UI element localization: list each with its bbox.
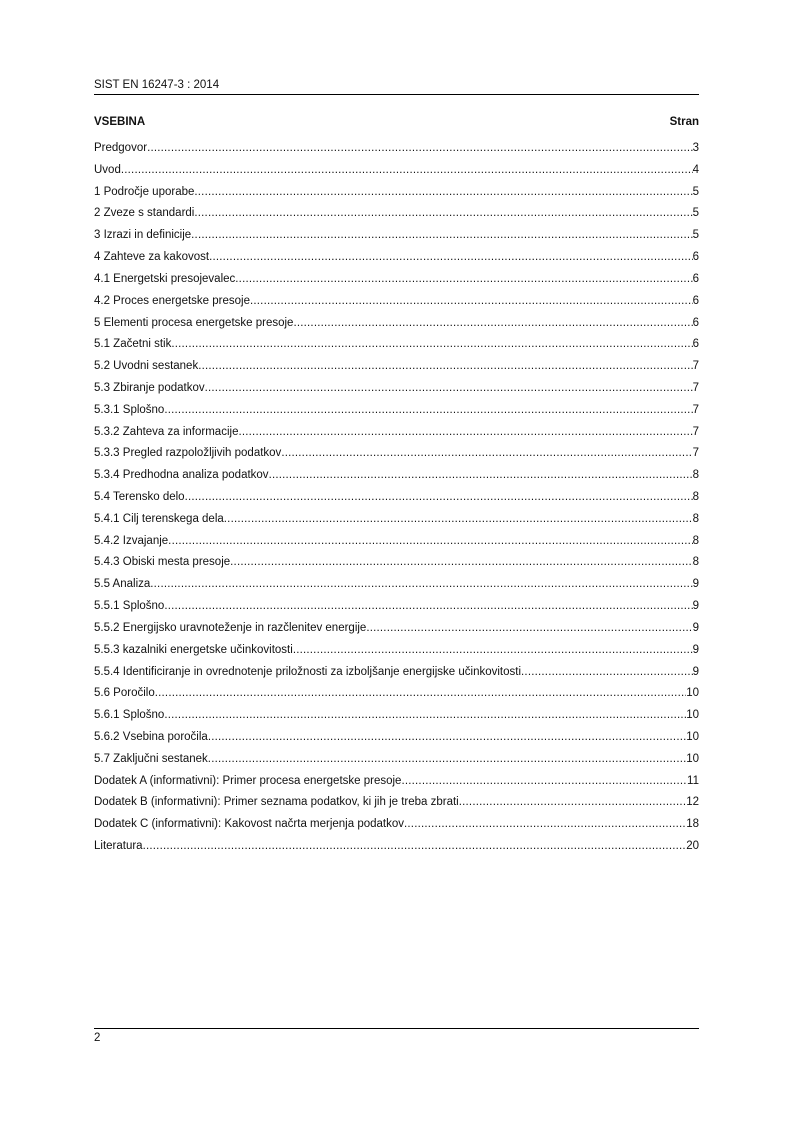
toc-entry[interactable]	[94, 382, 699, 404]
toc-entry[interactable]	[94, 535, 699, 557]
table-of-contents	[94, 142, 699, 862]
toc-entry[interactable]	[94, 687, 699, 709]
toc-dot-leader	[404, 818, 686, 830]
toc-entry[interactable]	[94, 753, 699, 775]
toc-dot-leader	[150, 578, 692, 590]
toc-entry-title: 5.5.2 Energijsko uravnoteženje in razčlenitev energije	[94, 621, 367, 634]
toc-entry-page: 20	[686, 840, 699, 852]
toc-entry-page: 12	[686, 796, 699, 809]
toc-entry-page: 8	[692, 512, 699, 525]
toc-dot-leader	[164, 404, 692, 416]
toc-heading: VSEBINA	[94, 116, 146, 128]
toc-dot-leader	[281, 447, 692, 459]
toc-entry-page: 10	[686, 687, 699, 700]
toc-dot-leader	[155, 687, 686, 699]
toc-entry-title: 5.3.3 Pregled razpoložljivih podatkov	[94, 447, 282, 460]
toc-entry-title: 5.4.3 Obiski mesta presoje	[94, 556, 231, 569]
toc-dot-leader	[194, 207, 692, 219]
toc-entry[interactable]	[94, 775, 699, 797]
toc-entry[interactable]	[94, 644, 699, 666]
toc-entry[interactable]	[94, 578, 699, 600]
toc-dot-leader	[459, 796, 686, 808]
toc-dot-leader	[293, 644, 693, 656]
toc-entry-page: 7	[692, 425, 699, 438]
toc-entry[interactable]	[94, 317, 699, 339]
toc-dot-leader	[224, 513, 693, 525]
toc-entry-page: 4	[692, 163, 699, 176]
toc-page-column-label: Stran	[669, 116, 699, 128]
toc-dot-leader	[208, 753, 686, 765]
toc-dot-leader	[293, 317, 692, 329]
toc-dot-leader	[366, 622, 692, 634]
toc-entry-title: Literatura	[94, 840, 143, 852]
toc-entry-page: 11	[687, 774, 699, 787]
toc-entry-title: 5.5.1 Splošno	[94, 600, 165, 613]
toc-entry-page: 10	[686, 709, 699, 722]
toc-entry-title: 5.5.4 Identificiranje in ovrednotenje priložnosti za izboljšanje energijske učinkovitosti	[94, 665, 522, 678]
toc-entry-title: Dodatek A (informativni): Primer procesa energetske presoje	[94, 774, 402, 787]
toc-entry[interactable]	[94, 186, 699, 208]
toc-entry-page: 7	[692, 447, 699, 460]
toc-dot-leader	[209, 251, 693, 263]
toc-entry[interactable]	[94, 709, 699, 731]
toc-entry-title: 5.3.1 Splošno	[94, 403, 165, 416]
toc-dot-leader	[143, 840, 687, 852]
toc-entry[interactable]	[94, 273, 699, 295]
toc-entry[interactable]	[94, 164, 699, 186]
toc-entry[interactable]	[94, 556, 699, 578]
toc-entry-page: 10	[686, 730, 699, 743]
toc-dot-leader	[205, 382, 693, 394]
toc-dot-leader	[168, 535, 692, 547]
toc-entry[interactable]	[94, 207, 699, 229]
toc-entry[interactable]	[94, 360, 699, 382]
toc-entry-page: 7	[692, 360, 699, 373]
page-number: 2	[94, 1032, 101, 1044]
toc-entry-page: 8	[692, 534, 699, 547]
toc-entry-page: 6	[692, 251, 699, 264]
toc-entry-title: 5.6.1 Splošno	[94, 709, 165, 722]
toc-dot-leader	[164, 600, 692, 612]
toc-entry[interactable]	[94, 600, 699, 622]
document-header: SIST EN 16247-3 : 2014	[94, 79, 220, 91]
toc-entry[interactable]	[94, 295, 699, 317]
toc-entry-page: 5	[692, 207, 699, 220]
toc-entry-page: 9	[692, 643, 699, 656]
toc-entry-page: 10	[686, 752, 699, 765]
toc-entry-page: 6	[692, 272, 699, 285]
toc-entry-title: Predgovor	[94, 142, 148, 154]
toc-entry-page: 5	[692, 229, 699, 242]
toc-entry-title: 5.4.2 Izvajanje	[94, 534, 169, 547]
toc-entry-title: 5.3.2 Zahteva za informacije	[94, 425, 239, 438]
toc-entry-title: 5.3 Zbiranje podatkov	[94, 381, 205, 394]
toc-entry[interactable]	[94, 666, 699, 688]
toc-entry[interactable]	[94, 491, 699, 513]
toc-entry-title: 3 Izrazi in definicije	[94, 229, 192, 242]
toc-entry-page: 6	[692, 316, 699, 329]
toc-entry[interactable]	[94, 447, 699, 469]
toc-entry-page: 18	[686, 818, 699, 831]
toc-dot-leader	[238, 426, 692, 438]
toc-entry-title: Uvod	[94, 163, 121, 176]
toc-dot-leader	[164, 709, 686, 721]
toc-dot-leader	[147, 142, 693, 154]
toc-entry[interactable]	[94, 404, 699, 426]
toc-entry-page: 9	[692, 578, 699, 591]
toc-dot-leader	[235, 273, 692, 285]
toc-entry-title: 4 Zahteve za kakovost	[94, 251, 210, 264]
toc-entry-title: 5.4 Terensko delo	[94, 491, 185, 503]
toc-entry-page: 8	[692, 469, 699, 482]
toc-entry-title: Dodatek B (informativni): Primer seznama podatkov, ki jih je treba zbrati	[94, 796, 459, 809]
toc-dot-leader	[121, 164, 693, 176]
toc-entry-title: 2 Zveze s standardi	[94, 207, 195, 220]
toc-entry-title: Dodatek C (informativni): Kakovost načrta merjenja podatkov	[94, 818, 405, 831]
toc-dot-leader	[191, 229, 692, 241]
footer-divider	[94, 1028, 699, 1029]
toc-entry[interactable]	[94, 796, 699, 818]
toc-entry-title: 5.3.4 Predhodna analiza podatkov	[94, 469, 269, 482]
toc-entry-page: 3	[692, 142, 699, 154]
toc-entry-title: 5.2 Uvodni sestanek	[94, 360, 199, 373]
toc-entry[interactable]	[94, 731, 699, 753]
toc-dot-leader	[198, 360, 692, 372]
toc-dot-leader	[208, 731, 686, 743]
toc-entry-title: 1 Področje uporabe	[94, 185, 195, 198]
toc-entry[interactable]	[94, 229, 699, 251]
toc-entry-title: 5.6 Poročilo	[94, 687, 155, 700]
toc-entry-title: 5.4.1 Cilj terenskega dela	[94, 512, 224, 525]
toc-entry-title: 5 Elementi procesa energetske presoje	[94, 316, 294, 329]
toc-entry[interactable]	[94, 622, 699, 644]
toc-entry-page: 5	[692, 185, 699, 198]
header-divider	[94, 94, 699, 95]
toc-entry-page: 7	[692, 381, 699, 394]
toc-entry-title: 4.1 Energetski presojevalec	[94, 272, 236, 285]
toc-entry-title: 5.6.2 Vsebina poročila	[94, 730, 208, 743]
toc-entry[interactable]	[94, 338, 699, 360]
toc-entry[interactable]	[94, 513, 699, 535]
toc-entry-page: 8	[692, 491, 699, 503]
toc-entry-title: 5.7 Zaključni sestanek	[94, 752, 208, 765]
toc-dot-leader	[194, 186, 692, 198]
toc-entry-page: 6	[692, 294, 699, 307]
toc-dot-leader	[230, 556, 692, 568]
toc-dot-leader	[171, 338, 692, 350]
toc-dot-leader	[401, 775, 687, 787]
toc-entry-title: 5.5.3 kazalniki energetske učinkovitosti	[94, 643, 293, 656]
toc-entry-title: 4.2 Proces energetske presoje	[94, 294, 250, 307]
toc-entry[interactable]	[94, 251, 699, 273]
toc-entry-page: 7	[692, 403, 699, 416]
toc-entry-page: 9	[692, 600, 699, 613]
toc-entry-page: 6	[692, 338, 699, 351]
toc-entry-title: 5.1 Začetni stik	[94, 338, 172, 351]
toc-dot-leader	[185, 491, 693, 503]
toc-entry[interactable]	[94, 469, 699, 491]
toc-entry[interactable]	[94, 840, 699, 862]
toc-entry-page: 8	[692, 556, 699, 569]
toc-entry-page: 9	[692, 665, 699, 678]
toc-heading-row	[94, 116, 699, 128]
toc-entry-page: 9	[692, 621, 699, 634]
toc-entry[interactable]	[94, 142, 699, 164]
toc-dot-leader	[521, 666, 693, 678]
toc-entry-title: 5.5 Analiza	[94, 578, 151, 591]
toc-dot-leader	[269, 469, 693, 481]
toc-entry[interactable]	[94, 818, 699, 840]
toc-entry[interactable]	[94, 426, 699, 448]
toc-dot-leader	[250, 295, 693, 307]
